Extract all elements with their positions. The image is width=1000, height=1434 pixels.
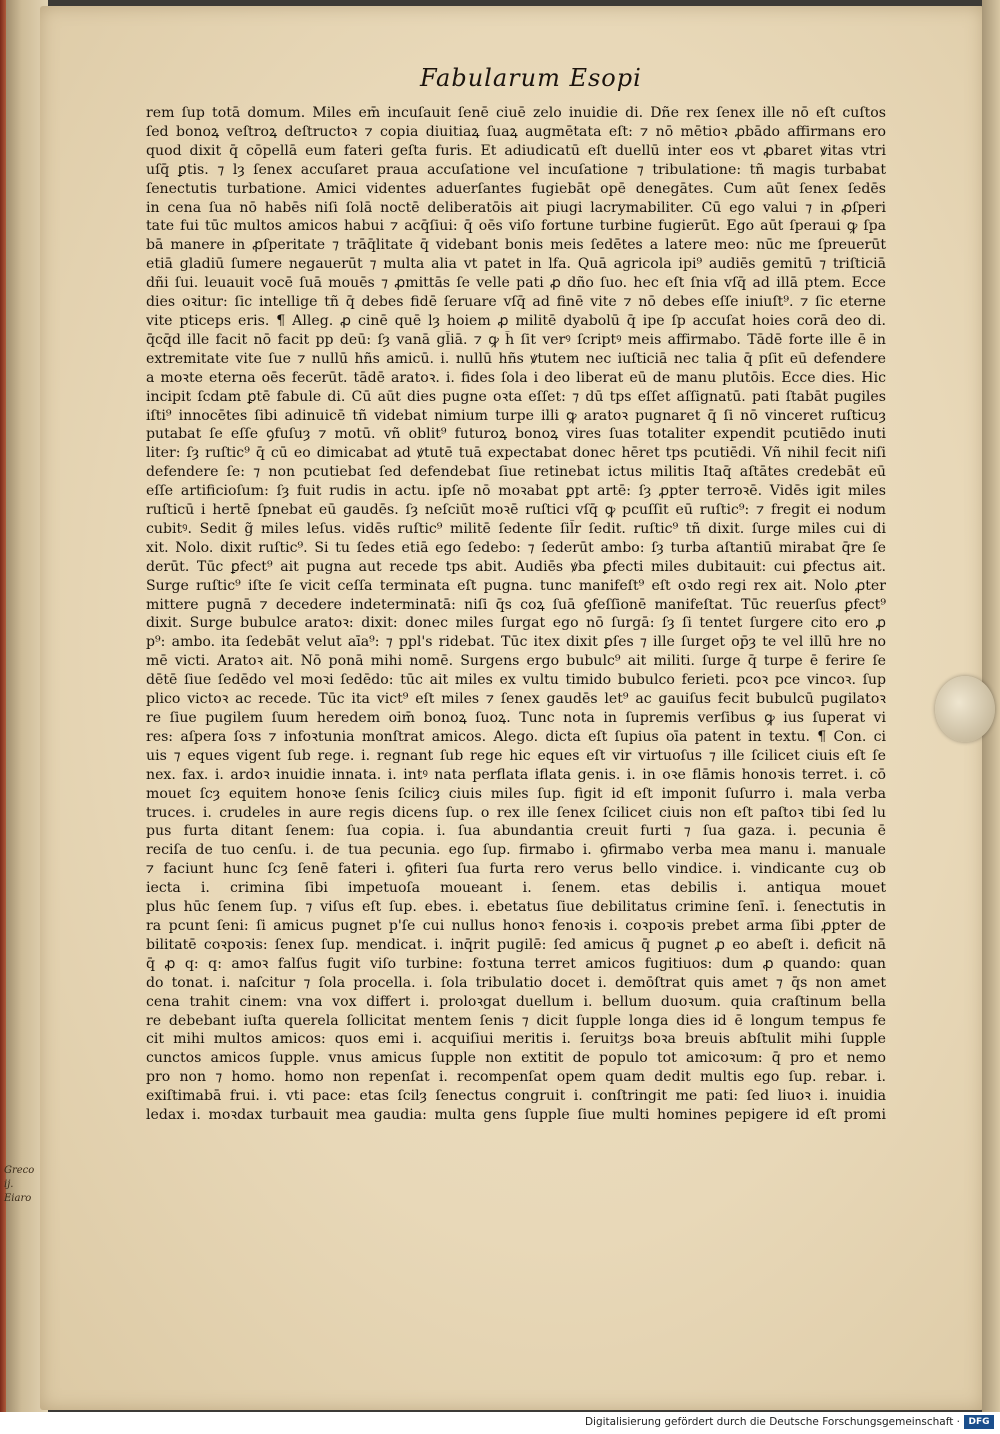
text-line: bā manere in ꝓſperitate ⁊ trāq̄litate q̄ videbant bonis meis ſedētes a latere meo: nūc me ſpreuerūt: [146, 237, 886, 254]
text-line: cunctos amicos ſupple. vnus amicus ſupple non extitit de populo tot amicoꝛum: q̄ pro et nemo: [146, 1050, 886, 1067]
text-line: q̄cq̄d ille facit nō facit pp deū: ſȝ vanā gl̄iā. ⁊ ꝙ h̄ ſit verꝰ ſcriptꝰ meis affirmabo. Tādē forte ille ē in: [146, 331, 886, 348]
text-line: rem ſup totā domum. Miles em̄ incuſauit ſenē ciuē zelo inuidie di. Dñe rex ſenex ille nō eſt cuſtos: [146, 105, 886, 121]
text-line: ⁊ faciunt hunc ſcȝ ſenē fateri i. ꝯfiteri ſua furta rero verus bello vindice. i. vindicante cuȝ ob: [146, 861, 886, 878]
text-line: cena trahit cinem: vna vox differt i. proloꝛgat duellum i. bellum duoꝛum. quia craſtinum bella: [146, 993, 886, 1010]
dfg-logo: DFG: [964, 1415, 994, 1429]
text-line: etiā gladiū ſumere negauerūt ⁊ multa alia vt patet in lfa. Quā agricola ipi⁹ audiēs gemitū ⁊ triſticiā: [146, 256, 886, 273]
text-line: mittere pugnā ⁊ decedere indeterminatā: niſi q̄s coꝝ ſuā ꝯfeſſionē manifeſtat. Tūc reuerſus ꝑfect⁹: [146, 596, 886, 613]
text-line: plus hūc ſenem ſup. ⁊ viſus eſt ſup. ebes. i. ebetatus ſiue debilitatus crimine ſenī. i. ſenectutis in: [146, 899, 886, 916]
page-clip: [935, 676, 995, 742]
text-line: dñi ſui. leuauit vocē ſuā mouēs ⁊ ꝓmittās ſe velle pati ꝓ dño ſuo. hec eſt ſnia vſq̄ ad illā ptem. Ecce: [146, 275, 886, 292]
text-line: p⁹: ambo. ita ſedebāt velut aīa⁹: ⁊ ppl's ridebat. Tūc itex dixit ꝑſes ⁊ ille ſurget op̄ȝ te vel illū hre no: [146, 634, 886, 651]
text-line: uis ⁊ eques vigent ſub rege. i. regnant ſub rege hic eques eſt vir virtuoſus ⁊ ille ſcilicet ciuis eſt ſe: [146, 747, 886, 764]
footer-bar: [0, 1412, 1000, 1434]
text-line: derūt. Tūc ꝑfect⁹ ait pugna aut recede tps abit. Audiēs ꝟba ꝑfecti miles dubitauit: cui ꝑfectus ait.: [146, 558, 886, 575]
text-line: liter: ſȝ ruſtic⁹ q̄ cū eo dimicabat ad ꝟtutē tuā expectabat donec hēret tps pcutiēdi. Vñ nihil fecit niſi: [146, 445, 886, 462]
text-line: iſti⁹ innocētes ſibi adinuicē tñ videbat nimium turpe illi ꝙ aratoꝛ pugnaret q̄ ſi nō vinceret ruſticuȝ: [146, 407, 886, 424]
text-line: uſq̄ ꝑtis. ⁊ lȝ ſenex accuſaret praua accuſatione vel incuſatione ⁊ tribulatione: tñ magis turbabat: [146, 161, 886, 178]
margin-annotation-line: Greco: [4, 1165, 35, 1176]
text-line: pro non ⁊ homo. homo non repenſat i. recompenſat opem quam dedit multis ego ſup. rebar. i.: [146, 1069, 886, 1086]
text-line: cubitꝰ. Sedit g̃ miles leſus. vidēs ruſtic⁹ militē ſedente ſil̄r ſedit. ruſtic⁹ tñ dixit. ſurge miles cui di: [146, 520, 886, 537]
text-line: res: aſpera ſoꝛs ⁊ infoꝛtunia monſtrat amicos. Alego. dicta eſt ſupius oīa patent in textu. ¶ Con. ci: [146, 728, 886, 745]
text-line: pus furta ditant ſenem: ſua copia. i. ſua abundantia creuit furti ⁊ ſua gaza. i. pecunia ē: [146, 823, 886, 840]
text-line: re ſiue pugilem ſuum heredem oim̄ bonoꝝ ſuoꝝ. Tunc nota in ſupremis verſibus ꝙ ius ſuperat vi: [146, 710, 886, 726]
text-line: defendere ſe: ⁊ non pcutiebat ſed defendebat ſiue retinebat ictus militis Itaq̄ aſtātes credebāt eū: [146, 464, 886, 481]
text-line: dētē ſiue ſedēdo vel moꝛi ſedēdo: tūc ait miles ex vultu timido bubulco ferieti. pcoꝛ pce vincoꝛ. ſup: [146, 672, 886, 689]
text-line: do tonat. i. naſcitur ⁊ ſola procella. i. ſola tribulatio docet i. demōſtrat quis amet ⁊ q̄s non amet: [146, 974, 886, 991]
text-line: ledax i. moꝛdax turbauit mea gaudia: multa gens ſupple ſiue multi homines pepigere id eſt promi: [146, 1107, 886, 1124]
text-line: iecta i. crimina ſibi impetuoſa moueant i. ſenem. etas debilis i. antiqua mouet: [146, 880, 886, 897]
text-line: putabat ſe eſſe ꝯfuſuȝ ⁊ motū. vñ oblit⁹ futuroꝝ bonoꝝ vires ſuas totaliter expendit pcutiēdo inuti: [146, 426, 886, 443]
text-line: ruſticū i hertē ſpnebat eū gaudēs. ſȝ neſciūt moꝛē ruſtici vſq̄ ꝙ pcuſſit eū ruſtic⁹: ⁊ fregit ei nodum: [146, 502, 886, 519]
text-line: plico victoꝛ ac recede. Tūc ita vict⁹ eſt miles ⁊ ſenex gaudēs let⁹ ac gauiſus fecit bubulcū pugilatoꝛ: [146, 691, 886, 708]
text-line: eſſe artificioſum: ſȝ fuit rudis in actu. ipſe nō moꝛabat ꝑpt artē: ſȝ ꝓpter terroꝛē. Vidēs igit miles: [146, 483, 886, 500]
text-line: tate fui tūc multos amicos habui ⁊ acq̄ſiui: q̄ oēs viſo fortune turbine fugierūt. Ego aūt ſperaui ꝙ ſpa: [146, 218, 886, 235]
text-line: ſed bonoꝝ veſtroꝝ deſtructoꝛ ⁊ copia diuitiaꝝ ſuaꝝ augmētata eſt: ⁊ nō mētioꝛ ꝓbādo affirmans ero: [146, 123, 886, 140]
text-line: quod dixit q̄ cōpellā eum fateri geſta furis. Et adiudicatū eſt duellū inter eos vt ꝓbaret ꝟitas vtri: [146, 142, 886, 159]
text-line: ſenectutis turbatione. Amici videntes aduerſantes fugiebāt opē denegātes. Cum aūt ſenex ſedēs: [146, 180, 886, 197]
text-line: q̄ ꝓ q: q: amoꝛ falſus fugit viſo turbine: foꝛtuna terret amicos fugitiuos: dum ꝓ quando: quan: [146, 955, 886, 972]
text-line: vite pticeps eris. ¶ Alleg. ꝓ cinē quē lȝ hoiem ꝓ militē dyabolū q̄ ipe ſp accuſat hoies corā deo di.: [146, 312, 886, 329]
text-line: mouet ſcȝ equitem honoꝛe ſenis ſcilicȝ ciuis miles ſup. figit id eſt imponit ſuſurro i. mala verba: [146, 785, 886, 802]
text-line: in cena ſua nō habēs niſi ſolā noctē deliberatōis ait piugi lacrymabiliter. Cū ego valui ⁊ in ꝓſperi: [146, 199, 886, 216]
text-line: xit. Nolo. dixit ruſtic⁹. Si tu ſedes etiā ego ſedebo: ⁊ ſederūt ambo: ſȝ turba aſtantiū mirabat q̄re ſe: [146, 539, 886, 556]
book-page: [40, 6, 984, 1410]
text-line: dies oꝛitur: ſic intellige tñ q̄ debes fidē ſeruare vſq̄ ad finē vite ⁊ nō debes eſſe iniuſt⁹. ⁊ ſic eterne: [146, 294, 886, 311]
body-text-block: [146, 104, 886, 1125]
margin-annotation: [4, 1164, 40, 1206]
text-line: Surge ruſtic⁹ iſte ſe vicit ceſſa terminata eſt pugna. tunc manifeſt⁹ eſt oꝛdo regi rex ait. Nolo ꝓter: [146, 577, 886, 594]
text-line: ra pcunt ſeni: ſi amicus pugnet p'ſe cui nullus honoꝛ fenoꝛis i. coꝛpoꝛis prebet arma ſibi ꝓpter de: [146, 917, 886, 934]
text-line: exiſtimabā frui. i. vti pace: etas ſcilȝ ſenectus congruit i. conſtringit me pati: ſed liuoꝛ i. inuidia: [146, 1088, 886, 1105]
text-line: cit mihi multos amicos: quos emi i. acquiſiui meritis i. ſeruitȝs boꝛa breuis abſtulit mihi ſupple: [146, 1031, 886, 1048]
text-line: mē victi. Aratoꝛ ait. Nō ponā mihi nomē. Surgens ergo bubulc⁹ ait militi. ſurge q̄ turpe ē ferire ſe: [146, 653, 886, 670]
text-line: bilitatē coꝛpoꝛis: ſenex ſup. mendicat. i. inq̄rit pugilē: ſed amicus q̄ pugnet ꝓ eo abeſt i. deficit nā: [146, 936, 886, 953]
text-line: reciſa de tuo cenſu. i. de tua pecunia. ego ſup. firmabo i. ꝯfirmabo verba mea manu i. manuale: [146, 842, 886, 859]
text-line: a moꝛte eterna oēs fecerūt. tādē aratoꝛ. i. fides ſola i deo liberat eū de manu plutōis. Ecce dies. Hic: [146, 369, 886, 386]
funding-credit: Digitalisierung gefördert durch die Deutsche Forschungsgemeinschaft ·: [584, 1416, 960, 1428]
text-line: dixit. Surge bubulce aratoꝛ: dixit: donec miles ſurgat ego nō ſurgā: ſȝ ſi tentet ſurgere cito ero ꝓ: [146, 615, 886, 632]
margin-annotation-line: ij. Eiaro: [4, 1179, 32, 1204]
running-head: Fabularum Esopi: [420, 64, 642, 92]
text-line: incipit ſcdam ꝑtē fabule di. Cū aūt dies pugne oꝛta eſſet: ⁊ dū tps eſſet aſſignatū. pati ſtabāt pugiles: [146, 388, 886, 405]
text-line: truces. i. crudeles in aure regis dicens ſup. o rex ille ſenex ſcilicet ciuis non eſt paſtoꝛ tibi ſed lu: [146, 804, 886, 821]
text-line: nex. fax. i. ardoꝛ inuidie innata. i. intꝰ nata perflata iflata genis. i. in oꝛe flāmis honoꝛis terret. i. cō: [146, 766, 886, 783]
text-line: extremitate vite ſue ⁊ nullū hñs amicū. i. nullū hñs ꝟtutem nec iuſticiā nec talia q̄ pſit eū defendere: [146, 350, 886, 367]
text-line: re debebant iuſta querela ſollicitat mentem ſenis ⁊ dicit ſupple longa dies id ē longum tempus fe: [146, 1012, 886, 1029]
